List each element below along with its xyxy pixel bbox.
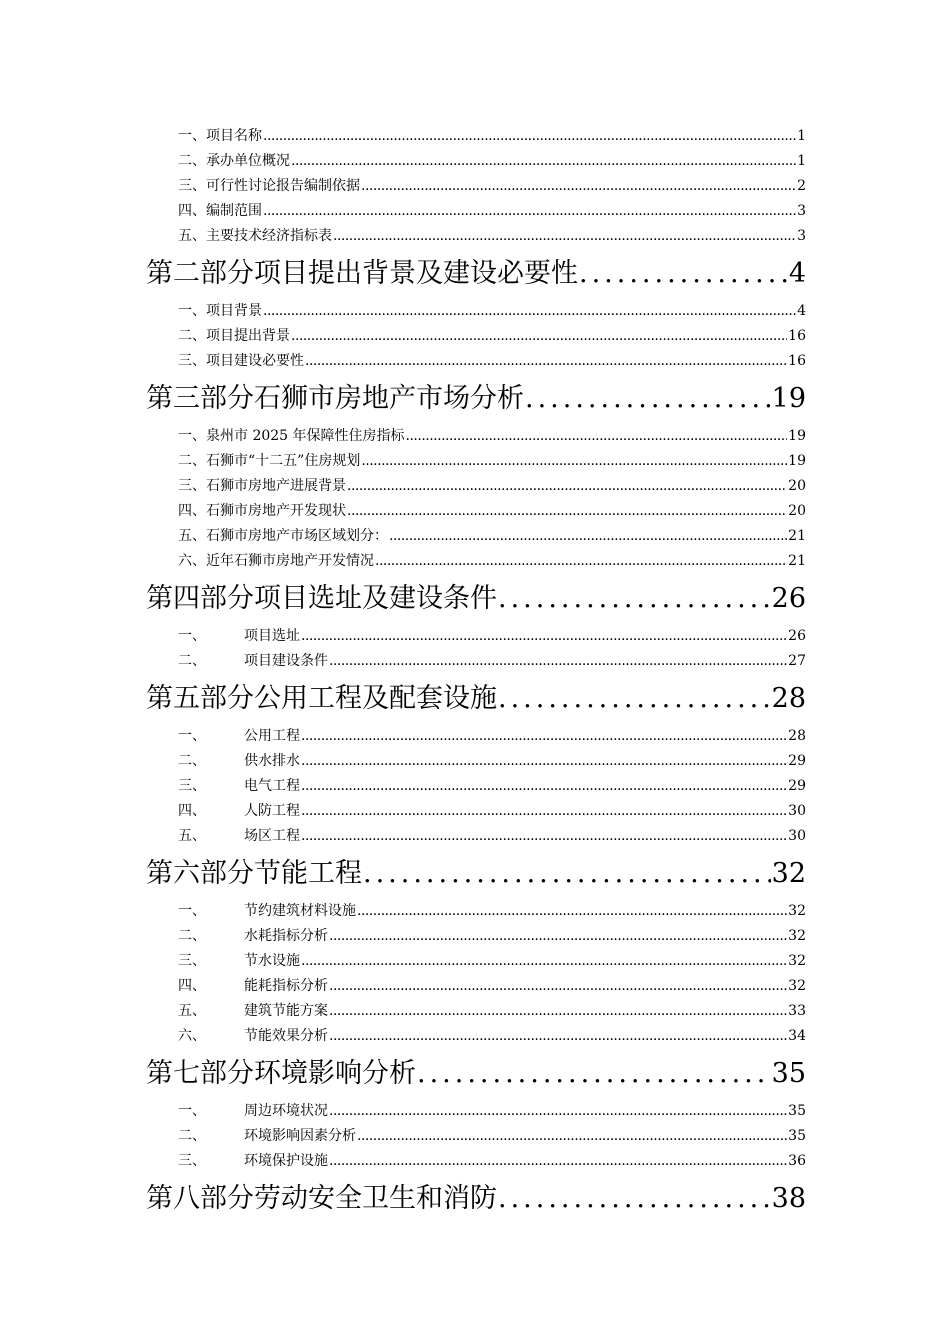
toc-page-number: 32 [788, 978, 806, 994]
toc-page-number: 16 [788, 328, 806, 344]
toc-part-entry[interactable] [146, 1174, 806, 1224]
toc-page-number: 1 [797, 128, 806, 144]
toc-page-number: 27 [788, 653, 806, 669]
toc-entry-number: 二、 [178, 453, 206, 469]
toc-entry-title: 电气工程 [244, 778, 300, 794]
toc-dot-leader [301, 949, 787, 974]
toc-dot-leader [417, 1049, 771, 1099]
toc-part-entry[interactable] [146, 1049, 806, 1099]
toc-entry-number: 三、 [178, 353, 206, 369]
toc-section-entry[interactable] [146, 199, 806, 224]
toc-dot-leader [301, 774, 787, 799]
toc-page-number: 30 [788, 803, 806, 819]
toc-page-number: 34 [788, 1028, 806, 1044]
toc-section-entry[interactable] [146, 824, 806, 849]
toc-entry-number: 一、 [178, 628, 206, 644]
table-of-contents [146, 124, 806, 1224]
toc-dot-leader [305, 349, 787, 374]
toc-dot-leader [329, 1024, 787, 1049]
toc-page-number: 29 [788, 753, 806, 769]
toc-dot-leader [525, 374, 771, 424]
toc-page-number: 4 [788, 258, 806, 289]
toc-page-number: 35 [771, 1058, 806, 1089]
toc-page-number: 20 [788, 503, 806, 519]
toc-entry-number: 一、 [178, 128, 206, 144]
toc-section-entry[interactable] [146, 324, 806, 349]
toc-dot-leader [375, 549, 787, 574]
toc-dot-leader [329, 974, 787, 999]
toc-part-title: 第七部分环境影响分析 [146, 1058, 416, 1089]
toc-page-number: 19 [788, 428, 806, 444]
toc-page-number: 29 [788, 778, 806, 794]
toc-part-entry[interactable] [146, 674, 806, 724]
toc-entry-number: 三、 [178, 1153, 206, 1169]
toc-section-entry[interactable] [146, 924, 806, 949]
toc-entry-number: 二、 [178, 753, 206, 769]
toc-dot-leader [263, 299, 796, 324]
toc-section-entry[interactable] [146, 1124, 806, 1149]
toc-entry-number: 二、 [178, 328, 206, 344]
toc-section-entry[interactable] [146, 349, 806, 374]
toc-dot-leader [363, 849, 771, 899]
toc-section-entry[interactable] [146, 549, 806, 574]
toc-page-number: 32 [771, 858, 806, 889]
toc-dot-leader [333, 224, 796, 249]
toc-dot-leader [357, 1124, 787, 1149]
toc-section-entry[interactable] [146, 724, 806, 749]
toc-section-entry[interactable] [146, 474, 806, 499]
toc-dot-leader [329, 1149, 787, 1174]
toc-dot-leader [347, 499, 787, 524]
toc-entry-number: 五、 [178, 228, 206, 244]
toc-entry-title: 项目提出背景 [206, 328, 290, 344]
toc-entry-number: 四、 [178, 978, 206, 994]
toc-dot-leader [498, 574, 771, 624]
toc-page-number: 35 [788, 1128, 806, 1144]
toc-entry-title: 公用工程 [244, 728, 300, 744]
toc-dot-leader [347, 474, 787, 499]
toc-entry-number: 四、 [178, 503, 206, 519]
toc-entry-title: 承办单位概况 [206, 153, 290, 169]
toc-section-entry[interactable] [146, 499, 806, 524]
toc-page-number: 35 [788, 1103, 806, 1119]
toc-entry-number: 一、 [178, 428, 206, 444]
toc-entry-number: 五、 [178, 1003, 206, 1019]
toc-dot-leader [329, 1099, 787, 1124]
toc-entry-title: 石狮市房地产市场区域划分： [206, 528, 388, 544]
toc-dot-leader [406, 424, 788, 449]
toc-entry-title: 主要技术经济指标表 [206, 228, 332, 244]
toc-section-entry[interactable] [146, 174, 806, 199]
toc-entry-title: 石狮市房地产开发现状 [206, 503, 346, 519]
toc-part-title: 第四部分项目选址及建设条件 [146, 583, 497, 614]
toc-dot-leader [498, 1174, 771, 1224]
toc-dot-leader [263, 199, 796, 224]
toc-dot-leader [301, 749, 787, 774]
toc-entry-title: 环境保护设施 [244, 1153, 328, 1169]
toc-entry-number: 三、 [178, 178, 206, 194]
toc-dot-leader [579, 249, 788, 299]
toc-page-number: 2 [797, 178, 806, 194]
toc-entry-title: 能耗指标分析 [244, 978, 328, 994]
toc-dot-leader [361, 449, 787, 474]
toc-part-title: 第三部分石狮市房地产市场分析 [146, 383, 524, 414]
toc-section-entry[interactable] [146, 899, 806, 924]
toc-entry-number: 六、 [178, 553, 206, 569]
toc-page-number: 4 [797, 303, 806, 319]
toc-section-entry[interactable] [146, 149, 806, 174]
toc-section-entry[interactable] [146, 999, 806, 1024]
toc-entry-title: 建筑节能方案 [244, 1003, 328, 1019]
toc-entry-number: 五、 [178, 828, 206, 844]
toc-entry-number: 一、 [178, 728, 206, 744]
toc-entry-number: 三、 [178, 778, 206, 794]
toc-page-number: 30 [788, 828, 806, 844]
toc-dot-leader [329, 924, 787, 949]
toc-section-entry[interactable] [146, 1149, 806, 1174]
toc-page-number: 26 [788, 628, 806, 644]
toc-entry-title: 近年石狮市房地产开发情况 [206, 553, 374, 569]
toc-section-entry[interactable] [146, 649, 806, 674]
toc-entry-number: 五、 [178, 528, 206, 544]
toc-entry-title: 节能效果分析 [244, 1028, 328, 1044]
toc-dot-leader [301, 624, 787, 649]
toc-part-title: 第八部分劳动安全卫生和消防 [146, 1183, 497, 1214]
toc-page-number: 16 [788, 353, 806, 369]
toc-dot-leader [329, 999, 787, 1024]
toc-dot-leader [263, 124, 796, 149]
toc-entry-number: 二、 [178, 928, 206, 944]
toc-page-number: 19 [788, 453, 806, 469]
toc-page-number: 32 [788, 903, 806, 919]
toc-part-entry[interactable] [146, 374, 806, 424]
toc-entry-title: 项目名称 [206, 128, 262, 144]
toc-section-entry[interactable] [146, 1099, 806, 1124]
toc-section-entry[interactable] [146, 774, 806, 799]
toc-page-number: 26 [771, 583, 806, 614]
toc-page-number: 38 [771, 1183, 806, 1214]
toc-section-entry[interactable] [146, 524, 806, 549]
toc-entry-number: 一、 [178, 303, 206, 319]
toc-section-entry[interactable] [146, 299, 806, 324]
toc-entry-number: 三、 [178, 953, 206, 969]
toc-section-entry[interactable] [146, 749, 806, 774]
toc-entry-title: 场区工程 [244, 828, 300, 844]
toc-dot-leader [357, 899, 787, 924]
toc-page-number: 19 [771, 383, 806, 414]
toc-section-entry[interactable] [146, 449, 806, 474]
toc-dot-leader [389, 524, 787, 549]
toc-section-entry[interactable] [146, 624, 806, 649]
toc-page-number: 33 [788, 1003, 806, 1019]
toc-page-number: 36 [788, 1153, 806, 1169]
toc-page-number: 21 [788, 528, 806, 544]
toc-entry-number: 二、 [178, 653, 206, 669]
toc-entry-title: 人防工程 [244, 803, 300, 819]
toc-entry-title: 项目背景 [206, 303, 262, 319]
toc-entry-title: 环境影响因素分析 [244, 1128, 356, 1144]
toc-section-entry[interactable] [146, 224, 806, 249]
toc-section-entry[interactable] [146, 1024, 806, 1049]
toc-entry-number: 二、 [178, 1128, 206, 1144]
toc-entry-title: 周边环境状况 [244, 1103, 328, 1119]
toc-dot-leader [498, 674, 771, 724]
toc-section-entry[interactable] [146, 949, 806, 974]
toc-dot-leader [361, 174, 796, 199]
toc-entry-number: 一、 [178, 1103, 206, 1119]
toc-dot-leader [291, 149, 796, 174]
toc-dot-leader [329, 649, 787, 674]
toc-entry-title: 供水排水 [244, 753, 300, 769]
toc-entry-number: 一、 [178, 903, 206, 919]
toc-entry-title: 项目建设条件 [244, 653, 328, 669]
toc-page-number: 1 [797, 153, 806, 169]
toc-entry-title: 节约建筑材料设施 [244, 903, 356, 919]
toc-page-number: 3 [797, 203, 806, 219]
toc-page-number: 32 [788, 928, 806, 944]
toc-page-number: 28 [788, 728, 806, 744]
toc-part-title: 第五部分公用工程及配套设施 [146, 683, 497, 714]
toc-dot-leader [301, 724, 787, 749]
toc-page-number: 3 [797, 228, 806, 244]
toc-section-entry[interactable] [146, 799, 806, 824]
toc-entry-title: 项目建设必要性 [206, 353, 304, 369]
toc-section-entry[interactable] [146, 424, 806, 449]
toc-entry-number: 四、 [178, 803, 206, 819]
toc-entry-number: 三、 [178, 478, 206, 494]
toc-entry-title: 泉州市 2025 年保障性住房指标 [206, 428, 405, 444]
toc-section-entry[interactable] [146, 974, 806, 999]
toc-entry-title: 编制范围 [206, 203, 262, 219]
toc-entry-title: 节水设施 [244, 953, 300, 969]
toc-entry-number: 二、 [178, 153, 206, 169]
toc-dot-leader [301, 799, 787, 824]
toc-part-title: 第二部分项目提出背景及建设必要性 [146, 258, 578, 289]
toc-section-entry[interactable] [146, 124, 806, 149]
toc-entry-number: 六、 [178, 1028, 206, 1044]
toc-dot-leader [291, 324, 787, 349]
toc-entry-number: 四、 [178, 203, 206, 219]
toc-page-number: 32 [788, 953, 806, 969]
toc-part-entry[interactable] [146, 574, 806, 624]
toc-entry-title: 项目选址 [244, 628, 300, 644]
toc-part-entry[interactable] [146, 849, 806, 899]
toc-entry-title: 水耗指标分析 [244, 928, 328, 944]
toc-dot-leader [301, 824, 787, 849]
toc-page-number: 20 [788, 478, 806, 494]
toc-entry-title: 石狮市“十二五”住房规划 [206, 453, 361, 469]
toc-page-number: 28 [771, 683, 806, 714]
toc-part-title: 第六部分节能工程 [146, 858, 362, 889]
toc-page-number: 21 [788, 553, 806, 569]
toc-part-entry[interactable] [146, 249, 806, 299]
toc-entry-title: 可行性讨论报告编制依据 [206, 178, 360, 194]
toc-entry-title: 石狮市房地产进展背景 [206, 478, 346, 494]
